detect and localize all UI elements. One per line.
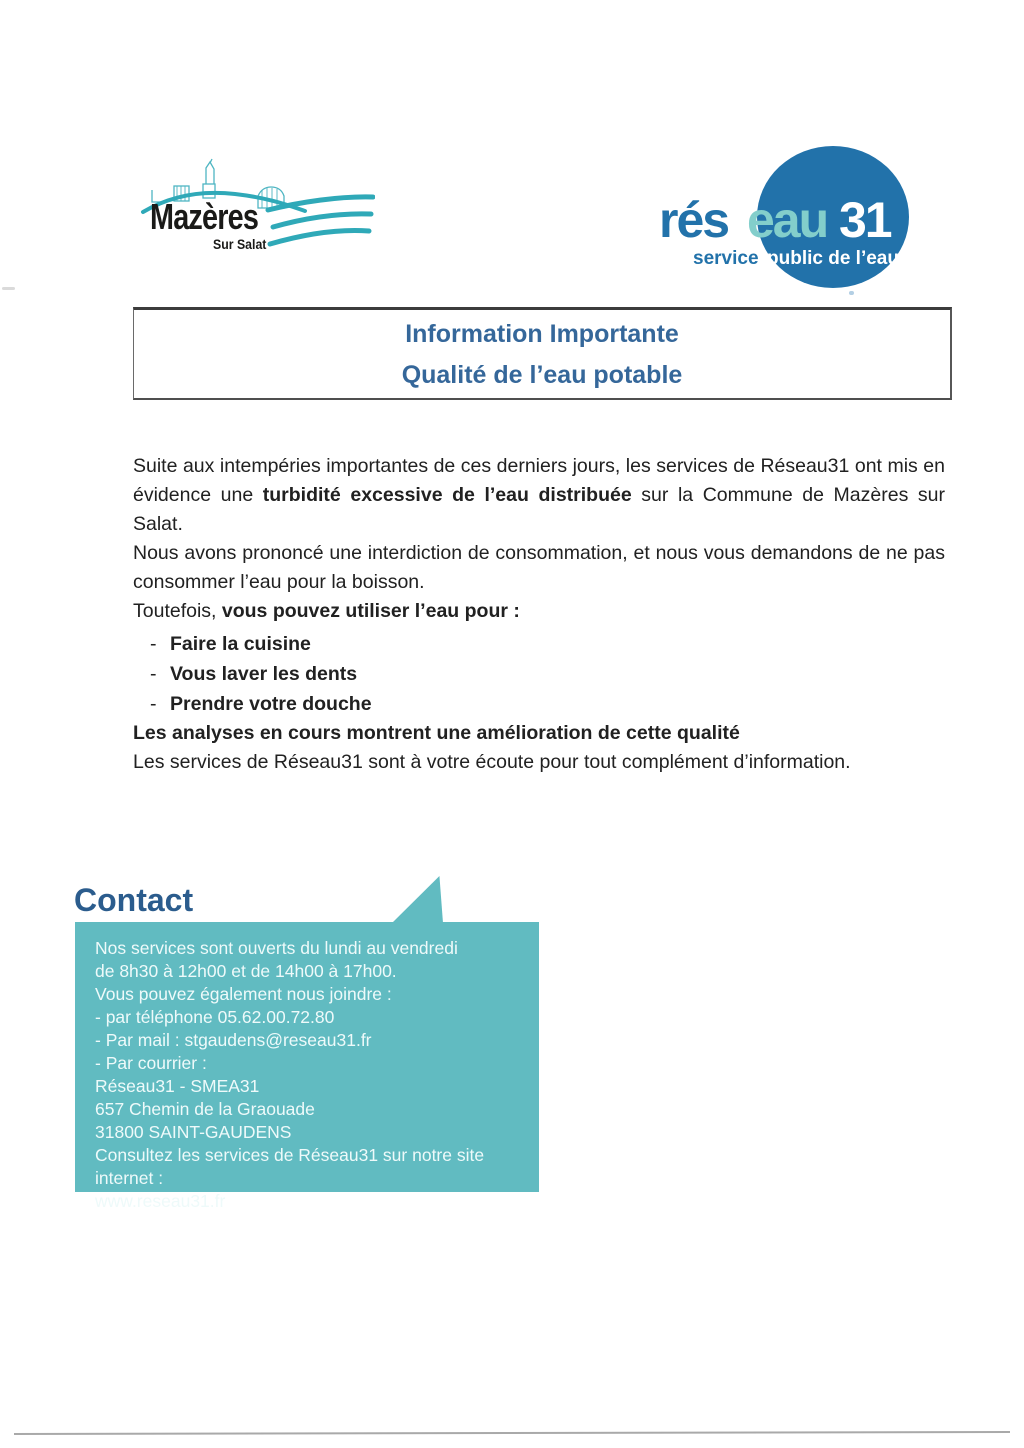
list-item-label: Vous laver les dents — [170, 663, 358, 685]
list-item — [133, 629, 945, 659]
list-item — [133, 689, 945, 719]
contact-line-city: 31800 SAINT-GAUDENS — [95, 1122, 292, 1142]
title-line-2: Qualité de l’eau potable — [401, 361, 683, 389]
reseau31-logo-res: rés — [659, 192, 729, 248]
paragraph-usage-pre: Toutefois, — [133, 600, 222, 622]
paragraph-turbidity-pre: Suite aux intempéries importantes de ces derniers jours, les services de Réseau31 ont mis en évidence une — [133, 455, 945, 506]
scan-edge-line — [14, 1431, 1010, 1435]
reseau31-logo-service: service — [693, 248, 759, 269]
paragraph-turbidity-post: sur la Commune de Mazères sur Salat. — [133, 484, 945, 535]
list-item-label: Faire la cuisine — [170, 633, 311, 655]
paragraph-closing: Les services de Réseau31 sont à votre écoute pour tout complément d’information. — [133, 751, 851, 773]
paragraph-usage-intro — [133, 597, 945, 626]
title-line-1: Information Importante — [405, 320, 679, 348]
dash-marker: - — [150, 663, 157, 685]
reseau31-logo-graphic — [653, 140, 913, 295]
paragraph-analyses: Les analyses en cours montrent une amélioration de cette qualité — [133, 722, 740, 744]
contact-line-phone: - par téléphone 05.62.00.72.80 — [95, 1007, 335, 1027]
scan-artifact-dash — [2, 287, 15, 290]
contact-line: - Par courrier : — [95, 1053, 207, 1073]
notice-body — [133, 452, 945, 777]
contact-line-website: www.reseau31.fr — [95, 1191, 226, 1211]
contact-details — [75, 922, 539, 1213]
paragraph-turbidity — [133, 452, 945, 539]
reseau31-logo-eau: eau — [747, 192, 828, 248]
contact-line: Vous pouvez également nous joindre : — [95, 984, 392, 1004]
contact-line: Nos services sont ouverts du lundi au vendredi — [95, 938, 458, 958]
contact-line-address: 657 Chemin de la Graouade — [95, 1099, 315, 1119]
list-item-label: Prendre votre douche — [170, 693, 372, 715]
contact-line: Consultez les services de Réseau31 sur notre site internet : — [95, 1145, 485, 1188]
contact-heading: Contact — [74, 882, 194, 918]
dash-marker: - — [150, 693, 157, 715]
speech-bubble-tail-icon — [392, 876, 443, 923]
reseau31-logo-public: public de l’eau — [767, 248, 899, 269]
list-item — [133, 659, 945, 689]
contact-line: de 8h30 à 12h00 et de 14h00 à 17h00. — [95, 961, 397, 981]
contact-line: Réseau31 - SMEA31 — [95, 1076, 260, 1096]
contact-speech-bubble — [75, 922, 539, 1211]
title-box — [133, 307, 952, 400]
paragraph-interdiction: Nous avons prononcé une interdiction de consommation, et nous vous demandons de ne pas consommer l’eau pour la boisson. — [133, 542, 945, 593]
paragraph-usage-bold: vous pouvez utiliser l’eau pour : — [221, 600, 520, 622]
paragraph-turbidity-bold: turbidité excessive de l’eau distribuée — [262, 484, 632, 506]
scan-artifact-dot — [849, 291, 854, 295]
reseau31-logo-31: 31 — [839, 192, 891, 248]
mazeres-logo-subtitle: Sur Salat — [213, 236, 267, 252]
mazeres-logo-name: Mazères — [150, 196, 259, 237]
contact-line-email: - Par mail : stgaudens@reseau31.fr — [95, 1030, 372, 1050]
allowed-uses-list — [133, 629, 945, 719]
dash-marker: - — [150, 633, 157, 655]
